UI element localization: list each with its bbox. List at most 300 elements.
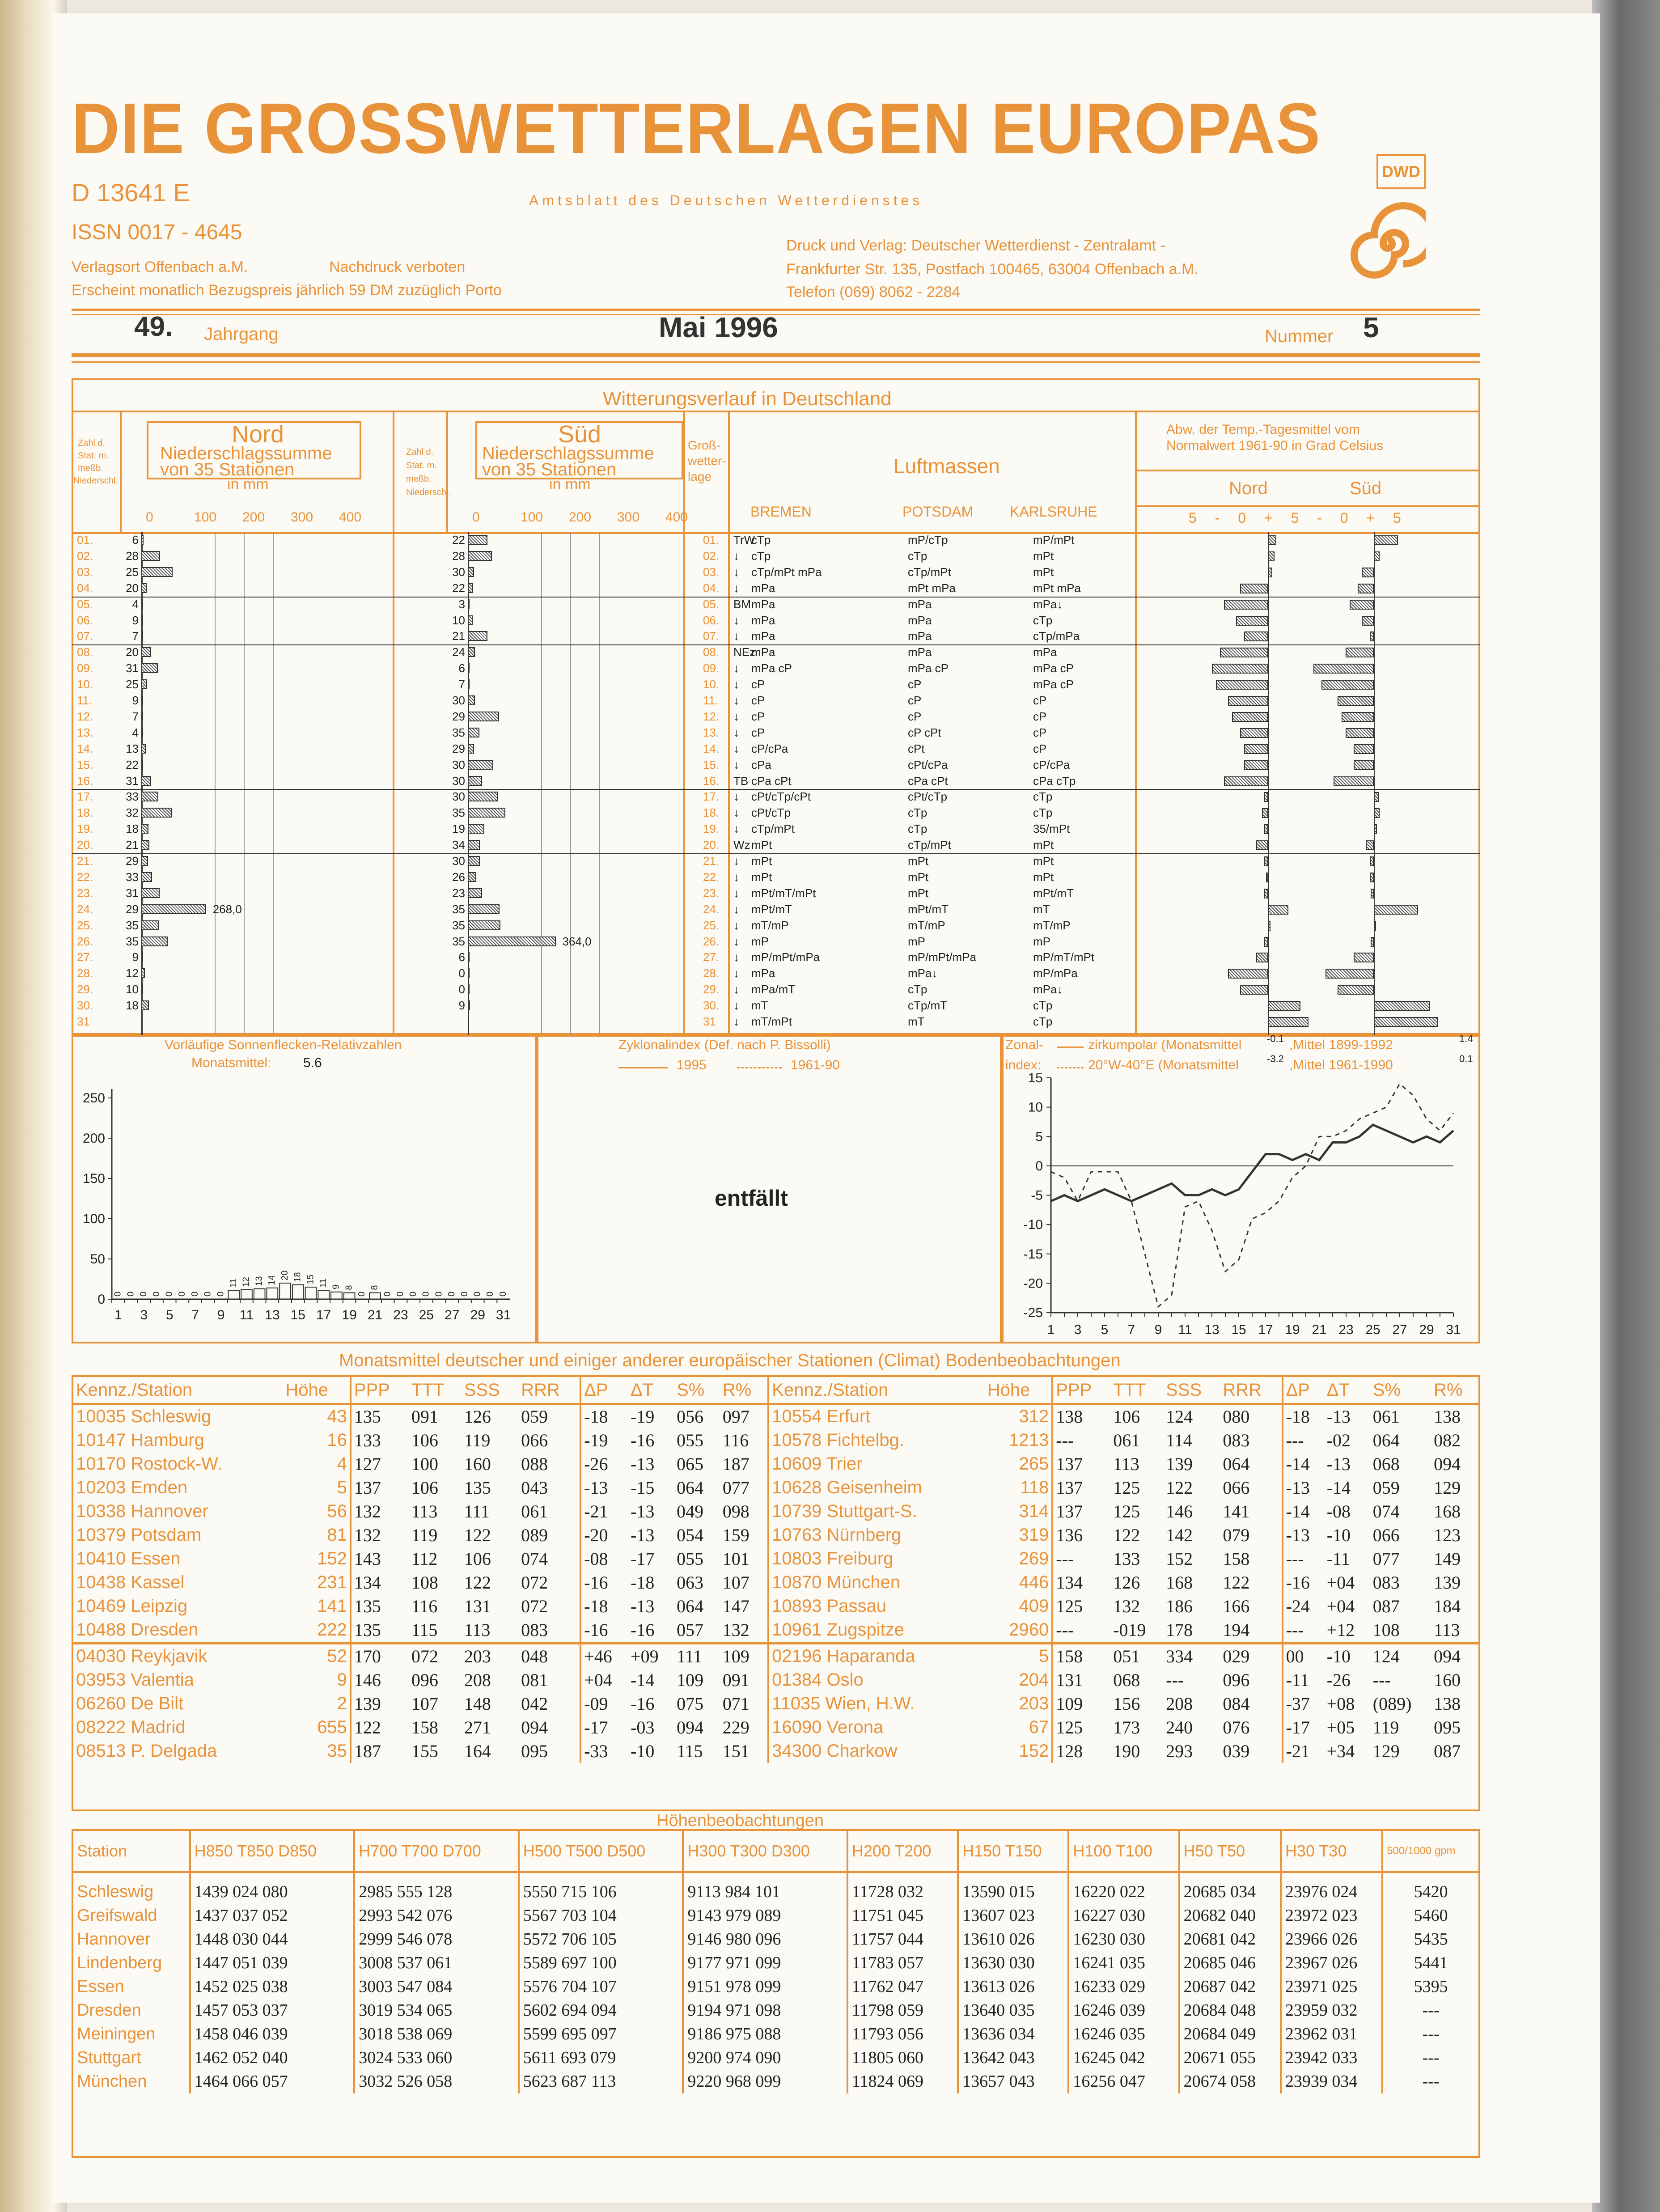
x-tick-label: 25 [419,1308,434,1322]
climat-cell: -10 [631,1741,655,1761]
climat-cell: 064 [677,1478,704,1498]
climat-cell: -18 [1283,1404,1324,1428]
luftmasse-cell: cPt/cTp [908,790,948,804]
hoehen-cell: 3003 547 084 [354,1975,519,1999]
climat-cell: 063 [677,1572,704,1593]
climat-cell: 066 [1372,1525,1400,1545]
temp-deviation-bar [1216,680,1268,690]
precip-bar [468,647,475,657]
precip-count: 20 [126,645,139,659]
jahrgang-label: Jahrgang [204,324,279,344]
precip-bar [141,551,160,561]
precip-count: 25 [126,565,139,579]
climat-cell: 137 [1052,1452,1110,1476]
climat-cell: 111 [674,1643,720,1668]
hoehen-cell: 5623 687 113 [519,2070,683,2093]
y-tick-label: -10 [1023,1217,1043,1233]
luftmasse-cell: mPt [1033,549,1054,563]
climat-cell: 10739 Stuttgart-S. [768,1500,985,1523]
hoehen-cell: 20671 055 [1179,2046,1281,2070]
climat-cell: 10410 Essen [76,1549,181,1568]
luftmasse-cell: mPt mPa [1033,581,1081,595]
dwd-logo [1350,154,1426,297]
climat-cell: -13 [631,1525,655,1545]
climat-cell: 139 [351,1692,409,1716]
sunspot-bar [203,1299,214,1300]
precip-bar [141,936,168,946]
hoehen-cell: Greifswald [77,1906,157,1925]
luftmasse-cell: mP/mPa [1033,966,1078,980]
temp-deviation-bar [1358,584,1374,593]
climat-cell: 106 [1113,1407,1140,1427]
climat-cell: --- [1052,1428,1110,1452]
climat-cell: (089) [1372,1694,1412,1714]
day-label-nord: 27. [77,950,93,964]
sunspot-bar [395,1299,407,1300]
sunspot-value-label: 0 [216,1291,226,1297]
climat-cell: 134 [351,1571,409,1594]
sunspot-value-label: 0 [190,1291,200,1297]
climat-header-cell: SSS [1163,1377,1220,1404]
precip-max-label: 268,0 [212,902,242,916]
hoehen-cell: 2985 555 128 [354,1872,519,1904]
day-label-gwl: 27. [703,950,720,964]
climat-row-de [73,1547,1478,1571]
climat-header-cell: Kennz./Station [73,1377,283,1404]
gwl-value: ↓ [733,694,739,707]
climat-cell: 072 [521,1596,548,1616]
nord-sub2: von 35 Stationen [160,460,295,479]
precip-count: 22 [452,581,465,595]
climat-header-cell: ΔT [1324,1377,1370,1404]
abw-title-2: Normalwert 1961-90 in Grad Celsius [1166,438,1384,453]
sonnenflecken-mittel-value: 5.6 [303,1055,322,1070]
climat-cell: 126 [464,1407,491,1427]
luftmasse-cell: mPt/mT [751,902,792,916]
precip-bar [468,663,470,673]
temp-deviation-bar [1228,696,1268,706]
day-label-nord: 20. [77,838,93,852]
masthead-druck: Druck und Verlag: Deutscher Wetterdienst - Zentralamt - [786,237,1165,254]
precip-bar [468,599,470,609]
precip-bar [141,583,147,593]
climat-cell: 091 [411,1407,438,1427]
luftmasse-cell: cPa [751,758,771,771]
gwl-value: ↓ [733,822,739,836]
climat-header-cell: Höhe [985,1377,1053,1404]
sunspot-value-label: 0 [113,1291,123,1297]
hoehen-cell: 20687 042 [1179,1975,1281,1999]
precip-count: 30 [452,790,465,804]
precip-bar [141,679,147,689]
gwl-value: ↓ [733,678,739,691]
precip-bar [468,904,500,914]
sued-sub3: in mm [549,476,591,493]
climat-cell: 156 [1113,1694,1140,1714]
climat-cell: 141 [1223,1501,1250,1521]
x-tick-label: 15 [290,1308,305,1322]
luftmasse-cell: mPt [908,886,929,900]
climat-row-de [73,1571,1478,1594]
luftmasse-cell: cTp [1033,1015,1053,1028]
precip-bar [468,679,470,689]
gwl-value: ↓ [733,1015,739,1028]
sunspot-bar [190,1299,201,1300]
climat-cell: 187 [351,1739,409,1763]
climat-row-de [73,1476,1478,1500]
precip-count: 30 [452,758,465,771]
luftmasse-cell: mPa↓ [908,966,938,980]
day-label-nord: 02. [77,549,93,563]
precip-bar [141,872,152,882]
climat-cell: 137 [1052,1500,1110,1523]
gwl-value: ↓ [733,854,739,868]
precip-count: 24 [452,645,465,659]
hoehen-cell: 13607 023 [958,1904,1068,1928]
climat-cell: 065 [677,1454,704,1474]
book-edge [1592,0,1660,2212]
climat-cell: -02 [1326,1430,1351,1450]
precip-count: 6 [458,661,465,675]
hoehen-cell: 3008 537 061 [354,1951,519,1975]
gwl-value: ↓ [733,983,739,996]
sunspot-bar [421,1299,432,1300]
day-label-gwl: 28. [703,966,720,980]
hoehen-cell: 13657 043 [958,2070,1068,2093]
gwl-value: ↓ [733,950,739,964]
climat-cell: +04 [1326,1596,1355,1616]
climat-cell: -09 [580,1692,628,1716]
climat-cell: 43 [327,1407,347,1426]
luftmasse-cell: mT/mP [908,918,945,932]
hoehen-cell: 11751 045 [847,1904,958,1928]
climat-cell: -20 [580,1523,628,1547]
sued-zahl-label-1: Zahl d. [406,447,434,457]
luftmasse-cell: mPt [751,838,772,852]
climat-cell: -03 [631,1717,655,1737]
climat-cell: 064 [1372,1430,1400,1450]
y-tick-label: 50 [90,1252,105,1267]
x-tick-label: 25 [1365,1322,1381,1337]
precip-bar [141,856,148,866]
day-label-gwl: 03. [703,565,720,579]
precip-bar [468,744,474,754]
hoehen-cell: 2999 546 078 [354,1928,519,1951]
temp-deviation-bar [1334,776,1374,786]
precip-count: 18 [126,999,139,1013]
sunspot-bar [241,1289,252,1299]
precip-count: 31 [126,661,139,675]
luftmasse-cell: mPa [751,613,775,627]
hoehen-row [73,2070,1478,2093]
dwd-logo-text: DWD [1376,154,1426,189]
climat-cell: 080 [1223,1407,1250,1427]
hoehen-cell: Hannover [77,1930,151,1949]
masthead-nachdruck: Nachdruck verboten [329,258,466,275]
nord-tick-label: 0 [146,510,153,525]
temp-deviation-bar [1321,680,1374,690]
temp-deviation-bar [1224,600,1268,610]
hoehen-cell: 9220 968 099 [683,2070,847,2093]
temp-deviation-bar [1338,985,1374,995]
precip-count: 10 [126,983,139,996]
climat-cell: 265 [1019,1454,1049,1474]
precip-count: 30 [452,774,465,788]
climat-cell: -19 [580,1428,628,1452]
hoehen-cell: 1447 051 039 [190,1951,355,1975]
climat-cell: -13 [1283,1476,1324,1500]
climat-header-cell: ΔP [1283,1377,1324,1404]
climat-cell: 10203 Emden [76,1478,188,1497]
hoehen-row [73,1951,1478,1975]
climat-cell: --- [1283,1618,1324,1643]
luftmasse-cell: mP [1033,934,1050,948]
luftmasse-cell: mP [908,934,925,948]
climat-cell: 135 [351,1594,409,1618]
hoehen-cell: 1457 053 037 [190,1999,355,2022]
day-label-nord: 18. [77,806,93,820]
temp-deviation-bar [1374,921,1376,931]
day-label-nord: 04. [77,581,93,595]
sunspot-value-label: 0 [408,1291,418,1297]
zonal-line1: zirkumpolar (Monatsmittel [1088,1038,1242,1052]
sunspot-bar [331,1292,342,1299]
hoehen-cell: 13610 026 [958,1928,1068,1951]
luftmasse-cell: cTp/mPt mPa [751,565,822,579]
gwl-value: ↓ [733,934,739,948]
precip-bar [141,808,172,818]
x-tick-label: 7 [191,1308,199,1322]
precip-count: 28 [126,549,139,563]
sunspot-bar [113,1299,124,1300]
climat-cell: 072 [409,1643,462,1668]
hoehen-cell: 16246 039 [1068,1999,1179,2022]
luftmasse-cell: cTp [751,533,771,547]
luftmasse-cell: mPa [908,629,932,643]
climat-cell: 204 [1019,1670,1049,1690]
hoehen-cell: 20682 040 [1179,1904,1281,1928]
luftmasse-cell: cTp [908,806,927,820]
day-label-nord: 19. [77,822,93,836]
sunspot-value-label: 0 [447,1291,457,1297]
climat-cell: 240 [1166,1717,1193,1737]
luftmasse-cell: cP [751,725,765,739]
hoehen-title: Höhenbeobachtungen [656,1811,824,1830]
hoehen-cell: Meiningen [77,2025,156,2043]
sued-tick-label: 0 [472,510,480,525]
hoehen-cell: 23971 025 [1281,1975,1382,1999]
sued-axis-ticks [469,510,719,528]
precip-count: 7 [132,629,139,643]
hoehen-header-cell: H300 T300 D300 [683,1831,847,1872]
luftmasse-cell: mPa cP [1033,678,1074,691]
climat-cell: 319 [1019,1525,1049,1545]
sunspot-bar [126,1299,137,1300]
hoehen-cell: 11793 056 [847,2022,958,2046]
hoehen-cell: 5576 704 107 [519,1975,683,1999]
luftmasse-cell: mPt/mT [1033,886,1074,900]
luftmasse-cell: mPa [751,645,775,659]
climat-cell: 269 [1019,1549,1049,1568]
hoehen-cell: 16227 030 [1068,1904,1179,1928]
climat-cell: 112 [411,1549,438,1569]
luftmasse-cell: cP [1033,742,1047,755]
climat-cell: 079 [1223,1525,1250,1545]
climat-cell: 158 [411,1717,438,1737]
y-tick-label: 200 [82,1131,105,1146]
climat-cell: 094 [1434,1454,1461,1474]
climat-cell: 066 [521,1430,548,1450]
climat-cell: 125 [1052,1716,1110,1739]
luftmasse-cell: mPt [1033,838,1054,852]
temp-deviation-bar [1370,873,1374,882]
climat-cell: 113 [464,1620,491,1640]
day-label-nord: 30. [77,999,93,1013]
hoehen-cell: 13630 030 [958,1951,1068,1975]
day-label-gwl: 15. [703,758,720,771]
climat-cell: 054 [677,1525,704,1545]
precip-bar [141,840,149,850]
temp-deviation-bar [1244,760,1268,770]
luftmasse-cell: cPt/cTp [751,806,791,820]
sunspot-value-label: 0 [472,1291,483,1297]
luftmasse-cell: cTp [1033,613,1053,627]
climat-cell: -11 [1283,1668,1324,1692]
climat-cell: -17 [1283,1716,1324,1739]
climat-cell: 129 [1372,1741,1400,1761]
climat-cell: -18 [580,1594,628,1618]
climat-cell: 055 [677,1430,704,1450]
luftmasse-cell: cTp/mPt [908,838,951,852]
zonal-sup1: -0.1 [1267,1033,1284,1044]
precip-bar [468,840,480,850]
hoehen-cell: 13636 034 [958,2022,1068,2046]
hoehen-cell: 9200 974 090 [683,2046,847,2070]
x-tick-label: 23 [393,1308,408,1322]
precip-count: 21 [452,629,465,643]
climat-cell: 119 [464,1430,491,1450]
climat-cell: 10554 Erfurt [768,1404,985,1428]
hoehen-cell: 1462 052 040 [190,2046,355,2070]
climat-cell: 126 [1113,1572,1140,1593]
temp-deviation-bar [1268,1001,1300,1011]
climat-cell: -14 [1283,1500,1324,1523]
hoehen-row [73,2022,1478,2046]
hoehen-cell: 23942 033 [1281,2046,1382,2070]
climat-cell: 122 [1113,1525,1140,1545]
climat-row-de [73,1500,1478,1523]
precip-count: 35 [126,934,139,948]
gwl-value: ↓ [733,549,739,563]
witterungsverlauf-title: Witterungsverlauf in Deutschland [603,388,892,410]
day-label-nord: 26. [77,934,93,948]
precip-count: 10 [452,613,465,627]
climat-cell: 108 [1372,1620,1400,1640]
climat-cell: 119 [411,1525,438,1545]
abw-scale: 5 - 0 + 5 - 0 + 5 [1189,510,1408,526]
hoehen-cell: 11728 032 [847,1872,958,1904]
hoehen-cell: 20674 058 [1179,2070,1281,2093]
climat-header-cell: TTT [409,1377,462,1404]
day-label-nord: 06. [77,613,93,627]
climat-cell: 109 [720,1643,768,1668]
precip-count: 6 [132,533,139,547]
hoehen-cell: --- [1382,1999,1478,2022]
sunspot-value-label: 0 [459,1291,470,1297]
hoehen-cell: 11783 057 [847,1951,958,1975]
climat-cell: 10147 Hamburg [76,1430,204,1450]
x-tick-label: 17 [1258,1322,1273,1337]
precip-bar [141,728,143,737]
climat-cell: 083 [1372,1572,1400,1593]
nord-tick-label: 300 [291,510,313,525]
climat-cell: 159 [722,1525,750,1545]
gwl-value: ↓ [733,661,739,675]
day-label-gwl: 12. [703,709,720,723]
climat-cell: 135 [464,1478,491,1498]
climat-cell: 107 [722,1572,750,1593]
day-label-gwl: 31 [703,1015,716,1028]
precip-bar [141,792,158,801]
climat-cell: 094 [1431,1643,1478,1668]
climat-cell: 229 [722,1717,750,1737]
climat-cell: 134 [1052,1571,1110,1594]
hoehen-row [73,1975,1478,1999]
luftmasse-cell: mT/mPt [751,1015,792,1028]
climat-cell: -13 [631,1596,655,1616]
temp-deviation-bar [1264,792,1268,802]
zonal-sup2: 1.4 [1459,1033,1473,1044]
climat-cell: 231 [317,1572,347,1592]
precip-bar [468,776,482,786]
hoehen-cell: 9146 980 096 [683,1928,847,1951]
precip-count: 23 [452,886,465,900]
climat-cell: 166 [1223,1596,1250,1616]
day-label-nord: 01. [77,533,93,547]
climat-cell: 116 [411,1596,438,1616]
climat-cell: 131 [1052,1668,1110,1692]
hoehen-cell: 9151 978 099 [683,1975,847,1999]
climat-cell: 173 [1113,1717,1140,1737]
zonalindex-chart [1002,1073,1480,1343]
climat-cell: 059 [1372,1478,1400,1498]
precip-bar [141,599,143,609]
luftmasse-cell: cTp [908,983,927,996]
day-label-gwl: 09. [703,661,720,675]
x-tick-label: 5 [165,1308,174,1322]
hoehen-header-row [73,1831,1478,1872]
precip-bar [468,792,498,801]
climat-cell: 051 [1110,1643,1163,1668]
climat-cell: -14 [1326,1478,1351,1498]
climat-cell: 132 [351,1523,409,1547]
climat-cell: 100 [411,1454,438,1474]
climat-cell: --- [1372,1670,1391,1690]
day-label-nord: 12. [77,709,93,723]
x-tick-label: 3 [140,1308,148,1322]
climat-cell: 138 [1434,1407,1461,1427]
precip-bar [141,695,143,705]
hoehen-cell: 9186 975 088 [683,2022,847,2046]
sonnenflecken-mittel-label: Monatsmittel: [191,1055,271,1070]
climat-cell: 106 [464,1549,491,1569]
sunspot-bar [485,1299,496,1300]
x-tick-label: 13 [1204,1322,1220,1337]
hoehen-cell: 5441 [1382,1951,1478,1975]
hoehen-cell: 1437 037 052 [190,1904,355,1928]
luftmasse-cell: mPt [751,854,772,868]
climat-cell: 094 [521,1717,548,1737]
